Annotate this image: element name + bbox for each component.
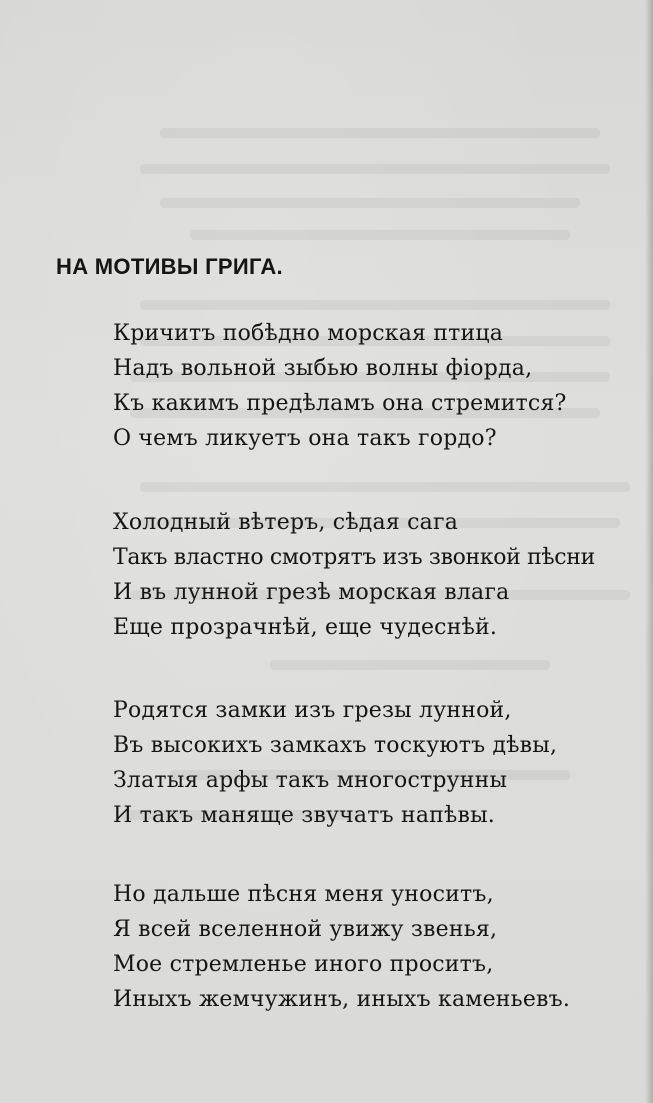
verse-line: О чемъ ликуетъ она такъ гордо? (113, 426, 497, 451)
poem-title: НА МОТИВЫ ГРИГА. (56, 254, 283, 279)
verse-line: Холодный вѣтеръ, сѣдая сага (113, 510, 459, 535)
verse-line: Надъ вольной зыбью волны фіорда, (113, 356, 533, 381)
verse-line: Златыя арфы такъ многострунны (113, 768, 508, 793)
verse-line: Еще прозрачнѣй, еще чудеснѣй. (113, 615, 498, 640)
verse-line: И въ лунной грезѣ морская влага (113, 580, 510, 605)
show-through-line (160, 198, 580, 208)
verse-line: Такъ властно смотрятъ изъ звонкой пѣсни (113, 545, 595, 570)
verse-line: Родятся замки изъ грезы лунной, (113, 698, 512, 723)
stanza-2 (113, 505, 595, 645)
show-through-line (190, 230, 570, 240)
show-through-line (140, 164, 610, 174)
show-through-line (160, 128, 600, 138)
show-through-line (140, 300, 610, 310)
stanza-4 (113, 877, 570, 1017)
verse-line: Я всей вселенной увижу звенья, (113, 917, 498, 942)
verse-line: Кричитъ побѣдно морская птица (113, 321, 504, 346)
verse-line: Иныхъ жемчужинъ, иныхъ каменьевъ. (113, 987, 571, 1012)
verse-line: Мое стремленье иного проситъ, (113, 952, 494, 977)
show-through-line (140, 482, 630, 492)
verse-line: И такъ маняще звучатъ напѣвы. (113, 803, 495, 828)
page-edge-shadow (645, 0, 653, 1103)
show-through-line (270, 660, 550, 670)
stanza-1 (113, 316, 567, 456)
verse-line: Въ высокихъ замкахъ тоскуютъ дѣвы, (113, 733, 558, 758)
verse-line: Къ какимъ предѣламъ она стремится? (113, 391, 567, 416)
verse-line: Но дальше пѣсня меня уноситъ, (113, 882, 494, 907)
stanza-3 (113, 693, 557, 833)
